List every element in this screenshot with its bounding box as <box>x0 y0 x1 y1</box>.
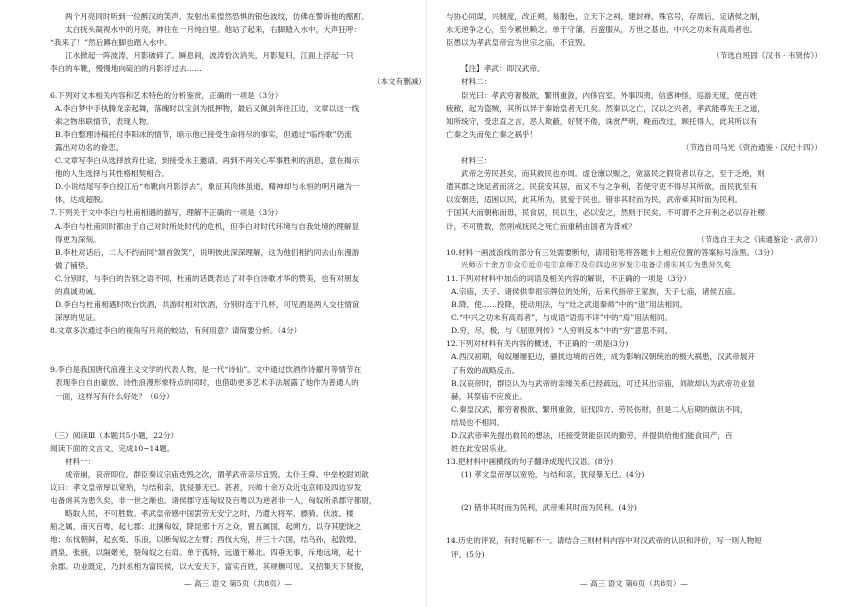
option-7b: B.李杜对话后，二人不约而同“颔首敛笑”，说明彼此深深理解，这为他们相约同去山东漫游 <box>55 247 360 257</box>
answer-space <box>50 337 426 363</box>
material-text: 疲敝，起为盗贼，其所以异于秦始皇者无几矣。然秦以之亡，汉以之兴者，孝武能尊先王之道， <box>446 103 765 113</box>
story-paragraph: 太白抚头凝视水中的月亮，神往在一月纯白里。他站了起来，右脚踏入水中，大声狂呼： <box>65 25 362 35</box>
option-6d: D.小说结尾写李白投江后“布靴向月影浮去”，象征其肉体虽逝，精神却与永恒的明月融为一 <box>55 182 360 192</box>
question-9-cont: 一面，这样写有什么好处？（6分） <box>55 391 174 401</box>
material-text: 永无逆争之心，至今累世赖之。单于守藩，百蛮服从，万世之基也，中兴之功未有高焉者也。 <box>446 25 758 35</box>
option-11b: B.降，使……投降，使动用法，与“灶之武退秦师”中的“退”用法相同。 <box>451 300 688 310</box>
option-7a-cont: 得更为深刻。 <box>55 234 101 244</box>
option-6c-cont: 他的人生选择与其性格相契相合。 <box>55 169 169 179</box>
material-label: 材料三： <box>461 156 492 166</box>
source-note: （节选自王夫之《读通鉴论 · 武帝》） <box>697 234 822 244</box>
section-heading: （三）阅读Ⅲ（本题共5小题，22分） <box>50 430 179 440</box>
option-12d-cont: 姓在此安居乐业。 <box>451 444 512 454</box>
option-12d: D.汉武帝率先提出救民的想法，还接受贤能臣民的勤劳，并提供给他们能食田产，百 <box>451 431 733 440</box>
option-12a-cont: 了有效的战略反击。 <box>451 365 520 375</box>
question-7: 7.下列关于文中李白与杜甫相遇的描写，理解不正确的一项是（3分） <box>50 208 283 218</box>
material-text: 成帝崩，哀帝即位，群臣奏议宗庙迭毁之次，谓孝武帝亲尽宜毁。太仆王舜、中垒校尉刘歆 <box>65 469 369 479</box>
material-text: 武帝之劳民甚矣，而其救民也亦周。虚仓廪以赈之，宽富民之假贷者以存之，至于乏绝，则 <box>461 169 765 179</box>
option-11c: C.“中兴之功未有高焉者”，与成语“语焉不详”中的“焉”用法相同。 <box>451 313 673 323</box>
question-13-part2: (2) 错非其时而为民利，武帝乘其时而为民利。(4分) <box>461 503 637 513</box>
option-6a: A.李白梦中手执腾龙亲起舞，落魄时以宝剑为抵押物，最后又佩剑奔往江边，文章以这一线 <box>55 103 360 113</box>
left-page <box>50 10 426 573</box>
right-page <box>446 10 822 561</box>
material-text: 知所统守，受忠直之言，恶人欺蔽，好贤不倦，诛赏严明，晚而改过，顾托得人，此其所以有 <box>446 116 758 126</box>
page-fold <box>426 0 427 607</box>
question-6: 6.下列对文本相关内容和艺术特色的分析鉴赏，正确的一项是（3分） <box>50 90 283 100</box>
option-12b-cont: 赫，其祭庙不应废止。 <box>451 391 527 401</box>
material-text: 臣光曰：孝武穷奢极欲，繁刑重敛，内侈宫室，外事四夷，信惑神怪，巡游无度，使百姓 <box>461 90 758 100</box>
page-footer-right: — 高三 语文 第6页（共8页）— <box>579 579 689 588</box>
story-paragraph: “我来了！”然后蹲在脚也踏入水中。 <box>50 38 172 48</box>
answer-space <box>50 403 426 429</box>
material-text: 亡秦之失而免亡秦之祸乎！ <box>446 129 538 139</box>
annotation-note: 【注】孝武：即汉武帝。 <box>461 64 545 74</box>
option-11a: A.宗庙，天子、诸侯供奉祖宗牌位的处所，后来代指帝王家族，天子七庙，诸侯五庙。 <box>451 286 740 296</box>
option-6b-cont: 露出对功名的眷恋。 <box>55 142 124 152</box>
option-12a: A.西汉初期，匈奴屡屡犯边，骚扰边境的百姓，成为影响汉朝统治的极大祸患，汉武帝展开 <box>451 352 756 362</box>
option-12c-cont: 结局也不相同。 <box>451 417 505 427</box>
option-6c: C.文章写李白从选择放弃仕途，到接受永王邀请，再到不再关心军事胜利的消息，意在揭示 <box>55 156 360 166</box>
option-6d-cont: 体，达成超脱。 <box>55 195 109 205</box>
option-7d: D.李白与杜甫相遇时吹台饮酒，共游时相对饮酒，分别时连干几杯，可见酒是两人交往情谊 <box>55 300 360 310</box>
option-7b-cont: 做了铺垫。 <box>55 260 93 270</box>
material-text: 酒泉、张掖，以隔婼羌，裂匈奴之右肩。单于孤特，远遁于幕北。四垂无事，斥地远境，起十 <box>50 548 362 558</box>
question-11: 11.下列对材料中加点的词语及相关内容的解说，不正确的一项是（3分） <box>446 273 691 283</box>
page-footer-left: — 高三 语文 第5页（共8页）— <box>183 579 293 588</box>
material-text: 遣其郡之饶足者而济之，民获安其居，而又不与之争利，若使守吏不得尽其所欲，而民犹至有 <box>446 182 758 192</box>
answer-space <box>446 481 822 501</box>
option-7d-cont: 深厚的见证。 <box>55 313 101 323</box>
source-note: （节选自司马光《资治通鉴 · 汉纪十四》） <box>681 142 822 152</box>
question-8: 8.文章多次通过李白的视角写月亮的蛟洁，有何用意？请简要分析。（4分） <box>50 326 302 336</box>
option-7c: C.分别时，与李白的告别之语不同，杜甫的话既表达了对李白诗歌才华的赞美，也有对朋友 <box>55 273 360 283</box>
story-paragraph: 江水掀起一阵波涛，月影破碎了。瞬息间，波涛恰次消失，月影复归，江面上浮起一只 <box>65 51 354 61</box>
option-11d: D.穷，尽，极，与《屈原列传》“人穷则反本”中的“穷”意思不同。 <box>451 326 673 336</box>
question-12: 12.下列对材料有关内容的概述，不正确的一项是(3分) <box>446 339 629 349</box>
option-6b: B.李白整理诗稿托付李阳冰的情节，暗示他已接受生命将尽的事实，但通过“临终歌”仍流 <box>55 129 352 139</box>
sentence-break-options: 兴师Ⓐ十余万Ⓑ众Ⓒ近Ⓓ屯Ⓔ京师Ⓕ及Ⓖ四边Ⓗ岁发Ⓘ屯备Ⓙ虏Ⓚ其Ⓛ为患Ⓜ久矣 <box>461 260 731 269</box>
question-13: 13.把材料中画横线的句子翻译成现代汉语。(8分) <box>446 457 614 467</box>
material-label: 材料一： <box>65 456 96 466</box>
material-text: 余郡。功业既定，乃封丞相为富民侯，以大安天下，富实百姓，其规橅可见。又招集天下贤俊， <box>50 561 369 571</box>
material-text: 以安朝廷，适困以民，此其所为，犹爱于民也。错非其时而为民，武帝乘其时而为民利。 <box>446 195 743 205</box>
question-13-part1: (1) 孝文皇帝厚以宽殆，与结和亲，犹侵暴无已。(4分) <box>461 470 645 480</box>
option-12c: C.秦皇汉武，都穷奢极欲、繁刑重敛，征伐四方、劳民伤财，但是二人后期的做法不同， <box>451 404 748 414</box>
source-note: （本文有删减） <box>372 77 426 87</box>
material-text: 船之属，南灭百粤，起七郡；北攘匈奴，降昆邪十万之众，置五属国，起朔方，以夺其肥饶之 <box>50 522 362 532</box>
source-note: （节选自班固《汉书 · 韦贤传》） <box>712 51 822 61</box>
answer-space <box>446 514 822 534</box>
section-instruction: 阅读下面的文言文，完成10~14题。 <box>50 443 175 453</box>
material-text: 地；东伐朝鲜，起玄菟、乐浪，以断匈奴之左臂；西伐大宛，并三十六国，结乌孙，起敦煌、 <box>50 535 362 545</box>
story-paragraph: 李白的车靴，慢慢地向碇泊的月影浮过去…… <box>50 64 202 74</box>
question-14: 14.历史的评说，有时见解不一。请结合三则材料内容中对汉武帝的认识和评价，写一则人物短 <box>446 536 762 546</box>
option-12b: B.汉哀帝时，群臣认为与武帝的亲缘关系已经疏远，可迁其出宗庙，刘歆却认为武帝功业显 <box>451 378 756 388</box>
material-text: 计，不可胜数，然则戒抚民之死亡而重稍由国者为背戒？ <box>446 221 636 231</box>
question-14-cont: 评。(5分) <box>451 549 485 559</box>
option-7a: A.李白与杜甫同时都由于自己对时所处时代的危机，但李白对时代环境与自我处境的理解显 <box>55 221 360 231</box>
option-6a-cont: 索之物串联情节，表现人物。 <box>55 116 154 126</box>
material-text: 于国其大而朝称而毋，民食居，民以生，必以安之，然则于民矣。不可谓不之开利之必以存社稷 <box>446 208 765 218</box>
option-7c-cont: 的真诚劝诫。 <box>55 286 101 296</box>
story-paragraph: 两个月亮同时听到一位醉汉的笑声，发射出来惶然恐惧的银色波纹，仿佛在警诉他的酩酊。 <box>65 12 369 21</box>
material-text: 臣愚以为孝武皇帝宜为世宗之庙，不宜毁。 <box>446 38 591 48</box>
question-10: 10.材料一画波浪线的部分有三处需要断句，请用铅笔将答题卡上相应位置的答案标号涂黑。（3分） <box>446 247 779 257</box>
material-label: 材料二： <box>461 77 492 87</box>
material-text: 与协心同谋，兴制度，改正朔，易服色，立天下之祠，建封禅，殊官号，存周后，定诸侯之制， <box>446 12 765 21</box>
material-text: 屯备虏其为患久矣，非一世之渐也。诸侯郡守连匈奴及百粤以为逆者非一人，匈奴所杀郡守都尉， <box>50 496 377 506</box>
question-9-cont: 表现李白自由豪放、诗性浪漫形象特点的同时，也借助更多艺术手法展露了他作为普通人的 <box>55 378 359 388</box>
material-text: 议曰：孝文皇帝厚以宽殆，与结和亲，犹侵暴无已。甚者，兴师十余万众近屯京师及四边岁发 <box>50 483 362 492</box>
question-9: 9.李白是我国唐代浪漫主义文学的代表人物，是一代“诗仙”。文中通过饮酒作诗擢月等情节在 <box>50 365 362 375</box>
material-text: 略取人民，不可胜数。孝武皇帝感中国罢劳无安宁之时，乃遣大将军、骠骑、伏波、楼 <box>65 509 354 519</box>
